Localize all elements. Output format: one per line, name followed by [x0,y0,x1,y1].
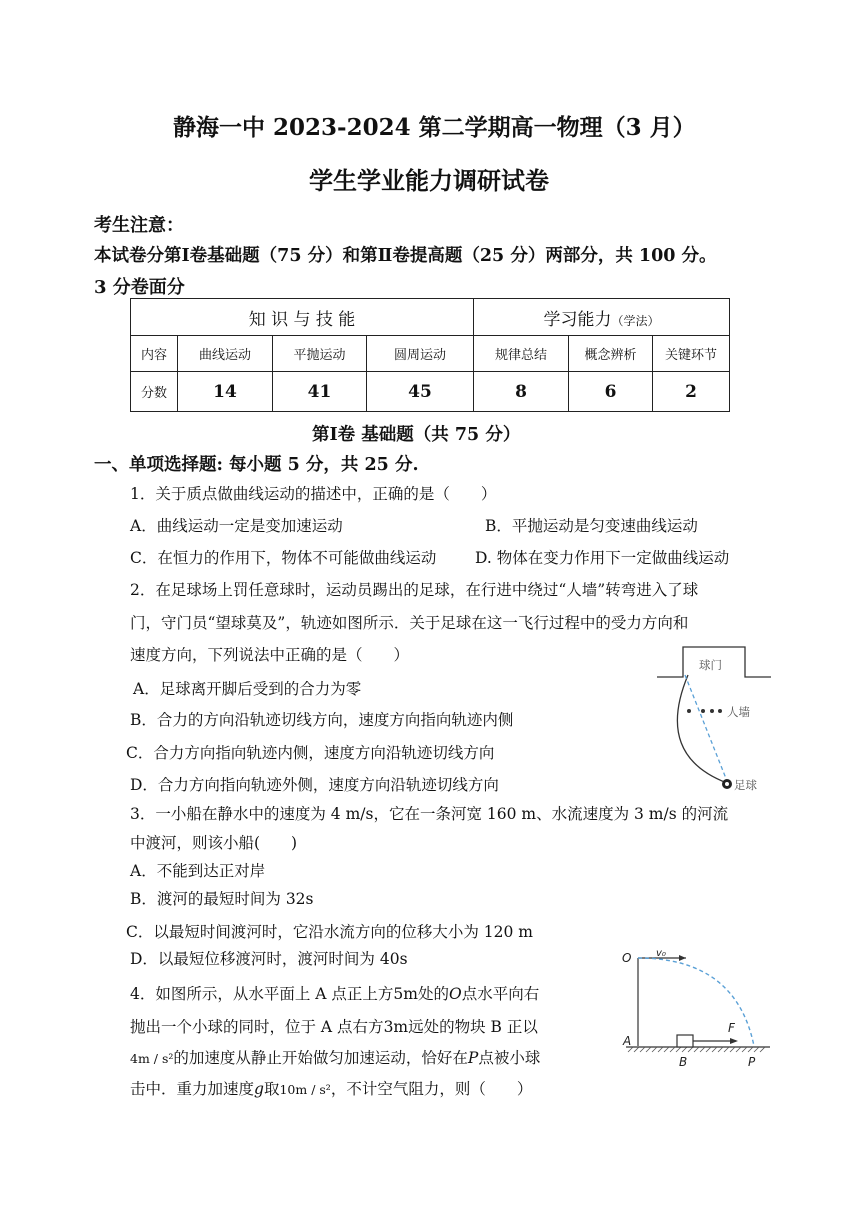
fig-goal-label: 球门 [699,658,722,672]
score-cell: 2 [653,372,730,412]
fig-P-label: P [748,1055,756,1069]
fig-ball-label: 足球 [734,778,757,792]
content-cell: 规律总结 [474,336,569,372]
block-B [677,1035,693,1047]
score-distribution-table [130,298,730,412]
q2-free-kick-figure [655,645,775,797]
table-content-row [131,336,730,372]
q2-option-a: A．足球离开脚后受到的合力为零 [133,680,362,698]
ball-trajectory [677,675,727,783]
ground-hatching [628,1047,765,1052]
q3-option-a: A．不能到达正对岸 [130,862,266,880]
table-score-row [131,372,730,412]
q2-option-c: C．合力方向指向轨迹内侧，速度方向沿轨迹切线方向 [126,744,495,762]
wall-player-dot [710,709,714,713]
score-cell: 6 [569,372,653,412]
q4-line2: 抛出一个小球的同时，位于 A 点右方3m远处的物块 B 正以 [130,1018,538,1036]
q1-option-c: C．在恒力的作用下，物体不可能做曲线运动 [130,549,437,567]
projectile-path [638,958,754,1046]
score-cell: 45 [367,372,474,412]
score-cell: 14 [178,372,273,412]
q2-stem-line3: 速度方向，下列说法中正确的是（ ） [130,646,410,664]
learning-ability-header: 学习能力（学法） [474,299,730,336]
score-cell: 8 [474,372,569,412]
q4-line1: 4．如图所示，从水平面上 A 点正上方5m处的O点水平向右 [130,985,540,1003]
wall-player-dot [687,709,691,713]
notice-label: 考生注意： [94,215,184,236]
part-title: 一、单项选择题: 每小题 5 分，共 25 分. [94,455,419,475]
content-cell: 圆周运动 [367,336,474,372]
volume-title: 第Ⅰ卷 基础题（共 75 分） [312,425,521,445]
fig-F-label: F [728,1021,735,1035]
q3-option-d: D．以最短位移渡河时，渡河时间为 40s [130,950,408,968]
q4-line3: 4m / s²的加速度从静止开始做匀加速运动，恰好在P点被小球 [130,1049,541,1067]
q3-stem-line1: 3．一小船在静水中的速度为 4 m/s，它在一条河宽 160 m、水流速度为 3 m/s 的河流 [130,805,729,823]
straight-dashed-path [685,675,727,781]
fig-B-label: B [679,1055,688,1069]
q3-stem-line2: 中渡河，则该小船( ) [130,834,298,852]
content-cell: 概念辨析 [569,336,653,372]
fig-v0-label: v₀ [656,948,666,959]
content-cell: 平抛运动 [273,336,367,372]
q1-option-a: A．曲线运动一定是变加速运动 [130,517,343,535]
q2-option-b: B．合力的方向沿轨迹切线方向，速度方向指向轨迹内侧 [130,711,514,729]
score-cell: 41 [273,372,367,412]
q1-option-b: B．平抛运动是匀变速曲线运动 [485,517,698,535]
q2-stem-line2: 门，守门员“望球莫及”，轨迹如图所示．关于足球在这一飞行过程中的受力方向和 [130,614,689,632]
exam-title-line1: 静海一中 2023-2024 第二学期高一物理（3 月） [173,114,696,141]
exam-title-line2: 学生学业能力调研试卷 [309,166,549,195]
fig-O-label: O [622,951,632,965]
wall-player-dot [701,709,705,713]
wall-player-dot [718,709,722,713]
content-cell: 关键环节 [653,336,730,372]
fig-wall-label: 人墙 [727,705,750,719]
row-label-content: 内容 [131,336,178,372]
notice-line1: 本试卷分第Ⅰ卷基础题（75 分）和第Ⅱ卷提高题（25 分）两部分，共 100 分。 [94,246,717,266]
notice-line2: 3 分卷面分 [94,277,185,298]
fig-A-label: A [623,1034,632,1048]
table-header-row [131,299,730,336]
knowledge-skill-header: 知 识 与 技 能 [131,299,474,336]
q3-option-c: C．以最短时间渡河时，它沿水流方向的位移大小为 120 m [126,923,533,941]
content-cell: 曲线运动 [178,336,273,372]
q4-projectile-figure [618,946,778,1072]
q2-option-d: D．合力方向指向轨迹外侧，速度方向沿轨迹切线方向 [130,776,499,794]
row-label-score: 分数 [131,372,178,412]
q1-option-d: D. 物体在变力作用下一定做曲线运动 [475,549,730,567]
q2-stem-line1: 2．在足球场上罚任意球时，运动员踢出的足球，在行进中绕过“人墙”转弯进入了球 [130,581,699,599]
q1-stem: 1．关于质点做曲线运动的描述中，正确的是（ ） [130,485,497,503]
q4-line4: 击中．重力加速度g取10m / s²，不计空气阻力，则（ ） [130,1080,533,1098]
q3-option-b: B．渡河的最短时间为 32s [130,890,314,908]
